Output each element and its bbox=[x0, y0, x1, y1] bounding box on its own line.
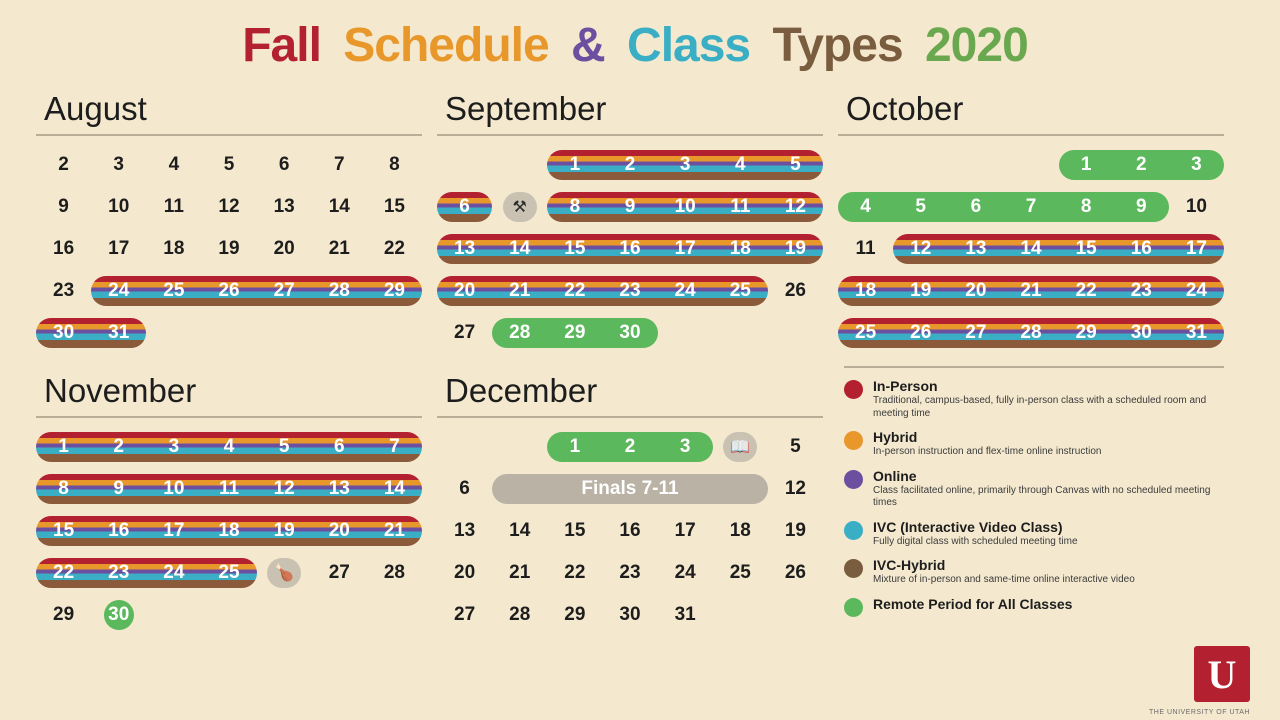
month-title: December bbox=[437, 372, 823, 418]
calendar-day: 28 bbox=[509, 604, 531, 625]
calendar-day: 16 bbox=[619, 238, 641, 259]
calendar-day: 20 bbox=[965, 280, 987, 301]
calendar-day: 2 bbox=[624, 436, 636, 457]
calendar-day: 5 bbox=[790, 436, 801, 457]
calendar-week bbox=[838, 144, 1224, 186]
calendar-day: 26 bbox=[218, 280, 240, 301]
calendar-day: 20 bbox=[454, 562, 476, 583]
calendar-day: 27 bbox=[328, 562, 350, 583]
calendar-day: 19 bbox=[784, 520, 806, 541]
legend-item bbox=[844, 519, 1224, 549]
calendar-day: 10 bbox=[163, 478, 185, 499]
legend-title: Remote Period for All Classes bbox=[873, 595, 1073, 612]
holiday-icon: 📖 bbox=[723, 432, 757, 462]
legend-description: Class facilitated online, primarily through Canvas with no scheduled meeting times bbox=[873, 484, 1211, 509]
calendar-day: 4 bbox=[168, 154, 180, 175]
finals-banner: Finals 7-11 bbox=[492, 474, 768, 504]
month-november bbox=[36, 360, 422, 636]
calendar-day: 15 bbox=[53, 520, 75, 541]
calendar-day: 8 bbox=[389, 154, 400, 175]
calendar-day: 24 bbox=[1185, 280, 1207, 301]
legend-title: IVC (Interactive Video Class) bbox=[873, 518, 1063, 535]
title-part-year: 2020 bbox=[924, 19, 1028, 72]
calendar-day: 14 bbox=[509, 520, 531, 541]
calendar-day: 22 bbox=[564, 280, 586, 301]
calendar-day: 19 bbox=[910, 280, 932, 301]
calendar-day: 3 bbox=[1191, 154, 1202, 175]
calendar-day: 5 bbox=[790, 154, 801, 175]
calendar-day: 31 bbox=[108, 322, 130, 343]
calendar-day: 21 bbox=[1020, 280, 1042, 301]
page-title bbox=[0, 0, 1280, 70]
calendar-day: 26 bbox=[784, 562, 806, 583]
calendar-week bbox=[36, 186, 422, 228]
calendar-day: 7 bbox=[333, 154, 345, 175]
calendar-day: 30 bbox=[619, 604, 641, 625]
legend-description: In-person instruction and flex-time online instruction bbox=[873, 446, 1102, 458]
calendar-day: 29 bbox=[564, 604, 586, 625]
calendar-day: 18 bbox=[855, 280, 877, 301]
month-weeks bbox=[36, 140, 422, 354]
calendar-week bbox=[437, 312, 823, 354]
month-weeks bbox=[36, 422, 422, 636]
calendar-day: 24 bbox=[674, 280, 696, 301]
calendar-day: 5 bbox=[278, 436, 290, 457]
calendar-day: 12 bbox=[910, 238, 932, 259]
calendar-week bbox=[437, 186, 823, 228]
calendar-day: 7 bbox=[389, 436, 400, 457]
calendar-day: 6 bbox=[459, 196, 470, 217]
holiday-icon: ⚒ bbox=[503, 192, 537, 222]
calendar-day: 29 bbox=[1075, 322, 1097, 343]
calendar-day: 14 bbox=[1020, 238, 1042, 259]
calendar-day: 7 bbox=[1025, 196, 1037, 217]
calendar-day: 9 bbox=[113, 478, 124, 499]
calendar-day: 1 bbox=[569, 436, 581, 457]
calendar-week bbox=[36, 594, 422, 636]
calendar-day: 17 bbox=[674, 520, 696, 541]
month-october bbox=[838, 78, 1224, 354]
calendar-day: 3 bbox=[679, 436, 691, 457]
calendar-day: 19 bbox=[784, 238, 806, 259]
holiday-icon: 🍗 bbox=[267, 558, 301, 588]
calendar-day: 24 bbox=[108, 280, 130, 301]
calendar-day: 20 bbox=[454, 280, 476, 301]
calendar-day: 23 bbox=[619, 562, 641, 583]
calendar-day: 26 bbox=[784, 280, 806, 301]
calendar-day: 10 bbox=[1185, 196, 1207, 217]
title-part-fall: Fall bbox=[242, 19, 321, 72]
legend-color-dot bbox=[844, 559, 863, 578]
calendar-week bbox=[437, 228, 823, 270]
calendar-day: 18 bbox=[729, 238, 751, 259]
month-title: October bbox=[838, 90, 1224, 136]
calendar-day: 9 bbox=[1135, 196, 1147, 217]
month-weeks bbox=[437, 140, 823, 354]
legend-color-dot bbox=[844, 431, 863, 450]
calendar-day: 28 bbox=[328, 280, 350, 301]
calendar-day: 25 bbox=[163, 280, 185, 301]
calendar-day: 2 bbox=[58, 154, 69, 175]
calendar-day bbox=[91, 600, 146, 630]
legend-title: Online bbox=[873, 467, 917, 484]
calendar-day: 29 bbox=[53, 604, 75, 625]
calendar-day: 18 bbox=[163, 238, 185, 259]
calendar-day: 9 bbox=[58, 196, 69, 217]
month-weeks bbox=[437, 422, 823, 636]
calendar-day: 5 bbox=[915, 196, 926, 217]
calendar-week bbox=[36, 144, 422, 186]
calendar-day: 13 bbox=[965, 238, 987, 259]
logo-subtitle: THE UNIVERSITY OF UTAH bbox=[1149, 709, 1250, 716]
calendar-week bbox=[437, 270, 823, 312]
legend-description: Mixture of in-person and same-time online interactive video bbox=[873, 574, 1135, 586]
calendar-day: 24 bbox=[163, 562, 185, 583]
calendar-day: 17 bbox=[108, 238, 130, 259]
calendar-day: 13 bbox=[273, 196, 295, 217]
legend bbox=[838, 360, 1224, 642]
calendar-day: 23 bbox=[108, 562, 130, 583]
calendar-day: 25 bbox=[729, 280, 751, 301]
calendar-day: 31 bbox=[1185, 322, 1207, 343]
calendar-day: 16 bbox=[619, 520, 641, 541]
calendar-day: 19 bbox=[273, 520, 295, 541]
calendar-day: 27 bbox=[454, 604, 476, 625]
calendar-day: 28 bbox=[509, 322, 531, 343]
calendar-day: 29 bbox=[383, 280, 405, 301]
calendar-week bbox=[838, 186, 1224, 228]
calendar-day: 25 bbox=[855, 322, 877, 343]
calendar-day: 3 bbox=[113, 154, 124, 175]
calendar-day: 12 bbox=[218, 196, 240, 217]
calendar-day: 26 bbox=[910, 322, 932, 343]
calendar-day: 12 bbox=[273, 478, 295, 499]
legend-title: IVC-Hybrid bbox=[873, 557, 946, 574]
calendar-week bbox=[36, 510, 422, 552]
calendar-grid bbox=[0, 70, 1280, 642]
calendar-day: 15 bbox=[383, 196, 405, 217]
calendar-week bbox=[36, 312, 422, 354]
calendar-day: 12 bbox=[784, 478, 806, 499]
calendar-day: 16 bbox=[1130, 238, 1152, 259]
month-title: September bbox=[437, 90, 823, 136]
calendar-week bbox=[36, 270, 422, 312]
calendar-day: 16 bbox=[53, 238, 75, 259]
calendar-week bbox=[838, 312, 1224, 354]
calendar-day: 27 bbox=[273, 280, 295, 301]
calendar-day: 4 bbox=[860, 196, 871, 217]
calendar-week bbox=[838, 228, 1224, 270]
legend-title: In-Person bbox=[873, 378, 938, 394]
calendar-day: 15 bbox=[564, 238, 586, 259]
calendar-day: 22 bbox=[564, 562, 586, 583]
calendar-week bbox=[36, 468, 422, 510]
legend-item bbox=[844, 596, 1224, 617]
calendar-day: 4 bbox=[223, 436, 235, 457]
calendar-day: 1 bbox=[569, 154, 581, 175]
calendar-week bbox=[36, 426, 422, 468]
calendar-day: 18 bbox=[729, 520, 751, 541]
calendar-day: 23 bbox=[53, 280, 75, 301]
title-part-types: Types bbox=[772, 19, 903, 72]
legend-color-dot bbox=[844, 380, 863, 399]
calendar-day: 11 bbox=[218, 478, 240, 499]
month-title: August bbox=[36, 90, 422, 136]
calendar-week bbox=[437, 468, 823, 510]
calendar-day: 14 bbox=[509, 238, 531, 259]
legend-title: Hybrid bbox=[873, 429, 918, 446]
calendar-week bbox=[437, 510, 823, 552]
calendar-week bbox=[437, 144, 823, 186]
calendar-week bbox=[437, 594, 823, 636]
calendar-day: 8 bbox=[569, 196, 581, 217]
calendar-day: 6 bbox=[459, 478, 470, 499]
calendar-day: 30 bbox=[1130, 322, 1152, 343]
legend-color-dot bbox=[844, 521, 863, 540]
calendar-day: 1 bbox=[1080, 154, 1092, 175]
calendar-day: 2 bbox=[624, 154, 636, 175]
calendar-week bbox=[437, 552, 823, 594]
calendar-day: 8 bbox=[1080, 196, 1092, 217]
university-logo bbox=[1194, 646, 1250, 702]
calendar-day: 15 bbox=[564, 520, 586, 541]
calendar-day: 21 bbox=[509, 562, 531, 583]
calendar-day: 30 bbox=[619, 322, 641, 343]
logo-letter: U bbox=[1207, 651, 1237, 697]
calendar-day: 3 bbox=[168, 436, 180, 457]
calendar-day: 6 bbox=[970, 196, 982, 217]
calendar-day: 17 bbox=[674, 238, 696, 259]
calendar-day: 13 bbox=[328, 478, 350, 499]
calendar-day: 15 bbox=[1075, 238, 1097, 259]
legend-item bbox=[844, 468, 1224, 510]
calendar-day: 2 bbox=[113, 436, 124, 457]
title-part-class: Class bbox=[627, 19, 751, 72]
calendar-day: 27 bbox=[965, 322, 987, 343]
month-weeks bbox=[838, 140, 1224, 354]
calendar-day: 24 bbox=[674, 562, 696, 583]
remote-day-pill: 30 bbox=[104, 600, 134, 630]
calendar-day: 28 bbox=[383, 562, 405, 583]
calendar-day: 11 bbox=[730, 196, 751, 217]
month-september bbox=[437, 78, 823, 354]
calendar-day: 10 bbox=[674, 196, 696, 217]
legend-divider bbox=[844, 366, 1224, 368]
calendar-week bbox=[36, 228, 422, 270]
title-part-schedule: Schedule bbox=[343, 19, 549, 72]
legend-description: Traditional, campus-based, fully in-person class with a scheduled room and meeting time bbox=[873, 395, 1207, 419]
calendar-week bbox=[838, 270, 1224, 312]
calendar-day: 12 bbox=[784, 196, 806, 217]
calendar-day: 19 bbox=[218, 238, 240, 259]
calendar-day: 13 bbox=[454, 520, 476, 541]
calendar-day: 21 bbox=[383, 520, 405, 541]
calendar-week bbox=[437, 426, 823, 468]
calendar-day: 25 bbox=[729, 562, 751, 583]
calendar-day: 6 bbox=[278, 154, 290, 175]
calendar-day: 14 bbox=[328, 196, 350, 217]
calendar-day: 30 bbox=[53, 322, 75, 343]
calendar-day: 1 bbox=[58, 436, 69, 457]
calendar-day: 11 bbox=[163, 196, 184, 217]
legend-color-dot bbox=[844, 470, 863, 489]
calendar-day: 31 bbox=[674, 604, 696, 625]
calendar-day: 11 bbox=[855, 238, 876, 259]
calendar-day: 5 bbox=[223, 154, 235, 175]
legend-item bbox=[844, 429, 1224, 459]
calendar-day: 10 bbox=[108, 196, 130, 217]
calendar-day: 16 bbox=[108, 520, 130, 541]
month-august bbox=[36, 78, 422, 354]
calendar-day: 29 bbox=[564, 322, 586, 343]
calendar-day: 23 bbox=[1130, 280, 1152, 301]
legend-description: Fully digital class with scheduled meeting time bbox=[873, 535, 1078, 547]
month-title: November bbox=[36, 372, 422, 418]
calendar-week bbox=[36, 552, 422, 594]
legend-item bbox=[844, 378, 1224, 420]
legend-item bbox=[844, 557, 1224, 587]
calendar-day: 14 bbox=[383, 478, 405, 499]
calendar-day: 2 bbox=[1135, 154, 1147, 175]
calendar-day: 21 bbox=[509, 280, 531, 301]
calendar-day: 25 bbox=[218, 562, 240, 583]
calendar-day: 17 bbox=[1185, 238, 1207, 259]
calendar-day: 23 bbox=[619, 280, 641, 301]
calendar-day: 9 bbox=[624, 196, 636, 217]
calendar-day: 22 bbox=[1075, 280, 1097, 301]
calendar-day: 22 bbox=[53, 562, 75, 583]
calendar-day: 20 bbox=[273, 238, 295, 259]
legend-color-dot bbox=[844, 598, 863, 617]
calendar-day: 21 bbox=[328, 238, 350, 259]
calendar-day: 27 bbox=[454, 322, 476, 343]
calendar-day: 28 bbox=[1020, 322, 1042, 343]
calendar-day: 13 bbox=[454, 238, 476, 259]
calendar-day: 8 bbox=[58, 478, 69, 499]
calendar-day: 4 bbox=[734, 154, 746, 175]
calendar-day: 17 bbox=[163, 520, 185, 541]
calendar-day: 6 bbox=[333, 436, 345, 457]
title-part-amp: & bbox=[571, 19, 605, 72]
calendar-day: 3 bbox=[679, 154, 691, 175]
month-december bbox=[437, 360, 823, 636]
calendar-day: 20 bbox=[328, 520, 350, 541]
calendar-day: 18 bbox=[218, 520, 240, 541]
calendar-day: 22 bbox=[383, 238, 405, 259]
